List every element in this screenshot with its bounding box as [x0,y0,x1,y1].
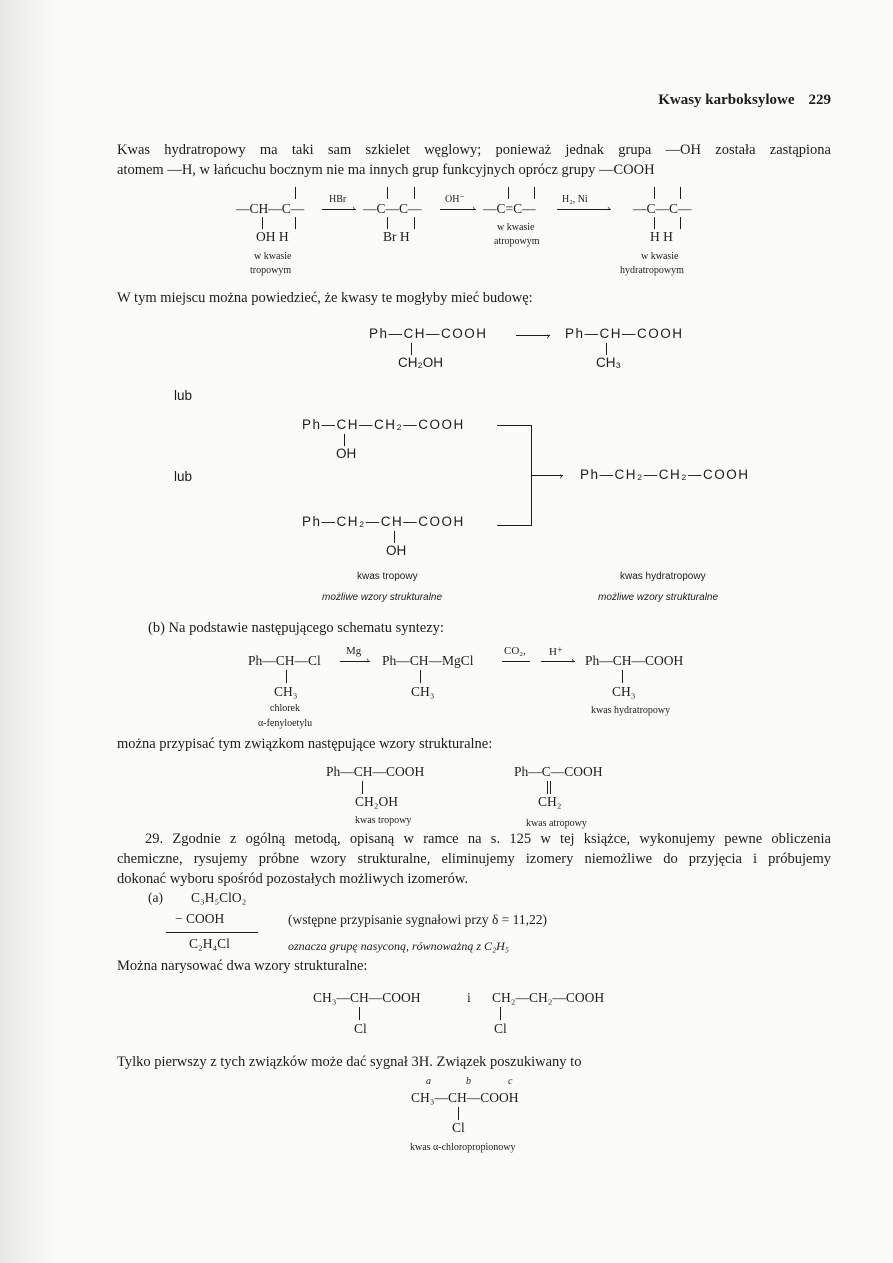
s3-label-1-line-2: α-fenyloetylu [258,718,313,729]
bond [359,1007,360,1020]
s2-label-hydra-note: możliwe wzory strukturalne [598,592,719,603]
bond [295,187,296,199]
s2-formula-d-sub: OH [386,543,407,558]
part-a-label: (a) [148,890,163,905]
s1-reagent-3: H₂, Ni [562,194,588,205]
s6-label-b: b [466,1076,471,1087]
bond [500,1007,501,1020]
double-bond [550,781,551,794]
part-b-heading: (b) Na podstawie następującego schematu syntezy: [148,620,444,636]
bond [411,343,412,355]
bond [654,217,655,229]
p29-line-2: chemiczne, rysujemy próbne wzory strukturalne, eliminujemy izomery niemożliwe do przyjęcia i próbujemy [117,851,831,867]
bond [362,781,363,794]
s3-reagent-co2: CO₂, [504,645,526,657]
arrow [541,661,575,662]
s1-label-1-line-1: w kwasie [254,251,292,262]
s2-formula-c-sub: OH [336,446,357,461]
s5-formula-a: CH₃—CH—COOH [313,990,421,1005]
arrow-head: › [472,203,476,214]
s1-structure-2-sub: Br H [383,229,410,244]
intro-line-2: atomem —H, w łańcuchu bocznym nie ma innych grup funkcyjnych oprócz grupy —COOH [117,162,655,178]
bond [387,217,388,229]
arrow [516,335,550,336]
s5-formula-a-sub: Cl [354,1021,367,1036]
bond [606,343,607,355]
s4-formula-b: Ph—C—COOH [514,764,603,779]
s1-label-3-line-1: w kwasie [641,251,679,262]
s2-label-tropowy-note: możliwe wzory strukturalne [322,592,443,603]
s2-formula-c: Ph—CH—CH₂—COOH [302,417,465,432]
running-header [658,92,831,109]
s3-structure-2-sub: CH₃ [411,684,435,699]
p29-line-3: dokonać wyboru spośród pozostałych możliwych izomerów. [117,871,469,887]
p29-line-1: 29. Zgodnie z ogólną metodą, opisaną w ramce na s. 125 w tej książce, wykonujemy pewne obliczenia [145,831,831,847]
sentence-2: W tym miejscu można powiedzieć, że kwasy te mogłyby mieć budowę: [117,290,533,306]
header-title: Kwasy karboksylowe [658,92,795,108]
arrow-head: › [559,468,563,482]
s1-reagent-2: OH⁻ [445,194,465,205]
sentence-4: Można narysować dwa wzory strukturalne: [117,958,368,974]
part-a-note: (wstępne przypisanie sygnałowi przy δ = 11,22) [288,912,548,927]
bond [622,670,623,683]
page-binding-shadow [0,0,60,1263]
bond [262,217,263,229]
bond [414,217,415,229]
s1-structure-4-sub: H H [650,229,673,244]
s3-structure-3: Ph—CH—COOH [585,653,684,668]
arrow-2 [440,209,476,210]
intro-line-1: Kwas hydratropowy ma taki sam szkielet węglowy; ponieważ jednak grupa —OH została zastąpiona [117,142,831,158]
s6-formula-sub: Cl [452,1120,465,1135]
part-a-result-note: oznacza grupę nasyconą, równoważną z C₂H₅ [288,939,510,953]
bond [654,187,655,199]
s2-label-hydra: kwas hydratropowy [620,571,706,582]
s3-label-3: kwas hydratropowy [591,705,671,716]
arrow-1 [322,209,356,210]
page-number: 229 [808,92,831,108]
s5-formula-b-sub: Cl [494,1021,507,1036]
s3-reagent-mg: Mg [346,645,362,657]
s3-structure-2: Ph—CH—MgCl [382,653,474,668]
lub-1: lub [174,388,193,403]
arrow-3 [557,209,611,210]
arrow-head: › [607,203,611,214]
bond [414,187,415,199]
s3-label-1-line-1: chlorek [270,703,300,714]
s2-formula-a-sub: CH₂OH [398,355,443,370]
s3-structure-3-sub: CH₃ [612,684,636,699]
intro-paragraph [117,140,831,180]
bond [534,187,535,199]
s4-formula-a-sub: CH₂OH [355,794,398,809]
bond [394,531,395,543]
part-a-result: C₂H₄Cl [189,936,230,951]
double-bond [547,781,548,794]
lub-2: lub [174,469,193,484]
bond [295,217,296,229]
s6-label-c: c [508,1076,513,1087]
arrow-head: › [366,655,370,666]
s2-label-tropowy: kwas tropowy [357,571,418,582]
s1-structure-3: —C=C— [483,201,536,216]
s2-formula-a: Ph—CH—COOH [369,326,488,341]
s4-label-b: kwas atropowy [526,818,587,829]
bracket [497,425,532,526]
s1-label-2-line-1: w kwasie [497,222,535,233]
s6-label-a: a [426,1076,431,1087]
s1-structure-1-sub: OH H [256,229,289,244]
s2-formula-b-sub: CH₃ [596,355,621,370]
s5-conjunction: i [467,990,471,1005]
arrow-head: › [546,328,550,342]
s1-structure-1: —CH—C— [236,201,305,216]
s1-label-3-line-2: hydratropowym [620,265,684,276]
s1-structure-2: —C—C— [363,201,422,216]
paragraph-29 [117,829,831,889]
s4-formula-a: Ph—CH—COOH [326,764,425,779]
bond [458,1107,459,1120]
sentence-3: można przypisać tym związkom następujące wzory strukturalne: [117,736,493,752]
bond [680,217,681,229]
arrow-head: › [571,655,575,666]
arrow-head: › [352,203,356,214]
s1-structure-4: —C—C— [633,201,692,216]
s4-label-a: kwas tropowy [355,815,412,826]
bond [508,187,509,199]
s2-product: Ph—CH₂—CH₂—COOH [580,467,750,482]
s1-label-2-line-2: atropowym [494,236,540,247]
sentence-5: Tylko pierwszy z tych związków może dać sygnał 3H. Związek poszukiwany to [117,1054,582,1070]
arrow [502,661,530,662]
part-a-formula: C₃H₅ClO₂ [191,890,247,905]
bond [344,434,345,446]
bond [680,187,681,199]
bond [420,670,421,683]
s1-reagent-1: HBr [329,194,347,205]
s3-structure-1-sub: CH₃ [274,684,298,699]
s6-label: kwas α-chloropropionowy [410,1142,516,1153]
s2-formula-d: Ph—CH₂—CH—COOH [302,514,465,529]
part-a-minus: − COOH [175,911,225,926]
calculation-line [166,932,258,933]
s5-formula-b: CH₂—CH₂—COOH [492,990,605,1005]
s6-formula: CH₃—CH—COOH [411,1090,519,1105]
s3-structure-1: Ph—CH—Cl [248,653,321,668]
s4-formula-b-sub: CH₂ [538,794,562,809]
bond [387,187,388,199]
s2-formula-b: Ph—CH—COOH [565,326,684,341]
s1-label-1-line-2: tropowym [250,265,292,276]
s3-reagent-h: H⁺ [549,646,563,658]
bond [286,670,287,683]
